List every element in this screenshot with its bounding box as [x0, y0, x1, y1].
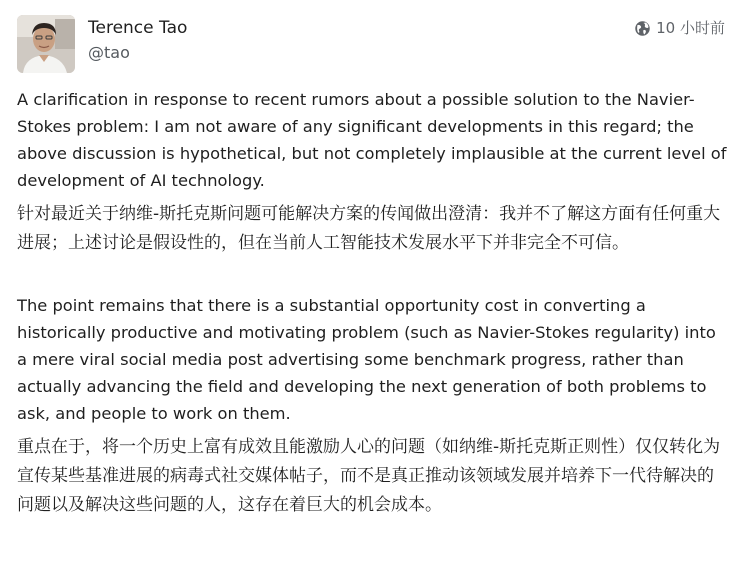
post-meta[interactable]: [634, 18, 725, 38]
post-paragraph-zh-1: 针对最近关于纳维-斯托克斯问题可能解决方案的传闻做出澄清：我并不了解这方面有任何重大进展；上述讨论是假设性的，但在当前人工智能技术发展水平下并非完全不可信。: [17, 204, 721, 253]
avatar-image: [17, 15, 75, 73]
avatar[interactable]: [17, 15, 75, 73]
author-handle[interactable]: @tao: [88, 43, 130, 62]
globe-icon: [634, 20, 651, 37]
post-paragraph-en-2: The point remains that there is a substantial opportunity cost in converting a historically productive and motivating problem (such as Navier-Stokes regularity) into a mere viral social media post advertising some benchmark progress, rather than actually advancing the field and developing the next generation of both problems to ask, and people to work on them.: [17, 296, 716, 423]
author-info: [88, 17, 187, 63]
post-paragraph-en-1: A clarification in response to recent rumors about a possible solution to the Navier-Stokes problem: I am not aware of any significant developments in this regard; the above discussion is hypothetical, but not completely implausible at the current level of development of AI technology.: [17, 90, 727, 190]
post-timestamp: 10 小时前: [656, 19, 725, 37]
author-display-name[interactable]: Terence Tao: [88, 18, 188, 38]
post-paragraph-zh-2: 重点在于，将一个历史上富有成效且能激励人心的问题（如纳维-斯托克斯正则性）仅仅转化为宣传某些基准进展的病毒式社交媒体帖子，而不是真正推动该领域发展并培养下一代待解决的问题以及解决这些问题的人，这存在着巨大的机会成本。: [17, 437, 721, 515]
post-content: [17, 86, 729, 520]
paragraph-spacer: [17, 258, 729, 292]
post-header: [17, 15, 725, 75]
